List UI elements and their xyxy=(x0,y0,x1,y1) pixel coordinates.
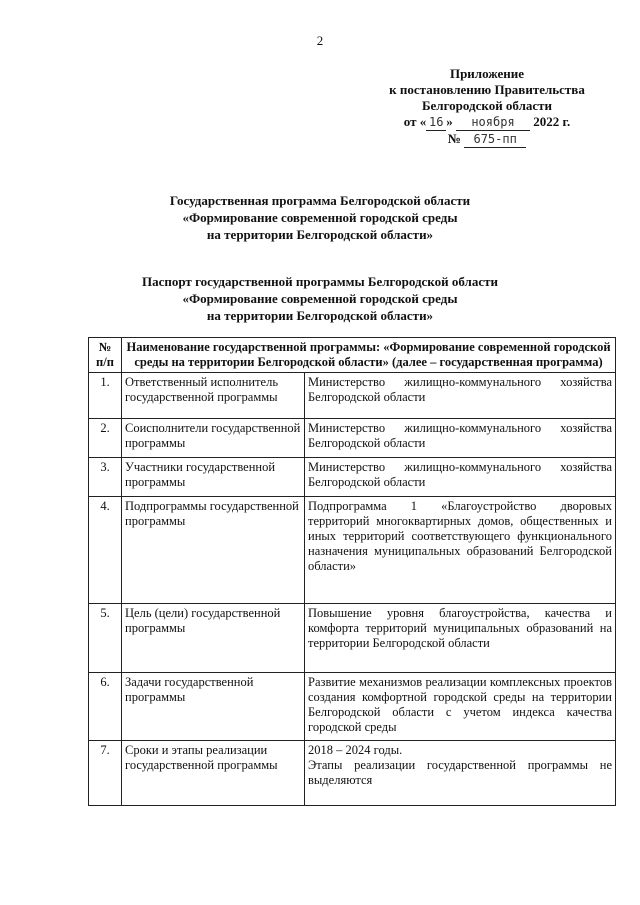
appendix-number-line xyxy=(372,131,602,148)
program-title xyxy=(0,192,640,243)
row-number: 5. xyxy=(89,604,122,673)
table-header-row xyxy=(89,338,616,373)
appendix-header xyxy=(372,66,602,148)
number-sign: № xyxy=(447,131,461,146)
header-program-name-cell: Наименование государственной программы: «Формирование современной городской среды на территории Белгородской области» (далее – государственная программа) xyxy=(122,338,616,373)
passport-table xyxy=(88,337,616,806)
appendix-resolution-line: к постановлению Правительства xyxy=(389,82,585,97)
table-row xyxy=(89,458,616,497)
table-row xyxy=(89,604,616,673)
header-number-cell: № п/п xyxy=(89,338,122,373)
row-label: Сроки и этапы реализации государственной программы xyxy=(122,741,305,806)
date-day: 16 xyxy=(426,114,446,131)
program-title-line1: Государственная программа Белгородской области xyxy=(169,193,471,208)
table-row xyxy=(89,741,616,806)
table-row xyxy=(89,673,616,741)
passport-title xyxy=(0,273,640,324)
row-number: 7. xyxy=(89,741,122,806)
date-month: ноября xyxy=(456,114,530,131)
row-label: Цель (цели) государственной программы xyxy=(122,604,305,673)
date-prefix: от « xyxy=(403,114,427,129)
row-label: Участники государственной программы xyxy=(122,458,305,497)
row-number: 4. xyxy=(89,497,122,604)
appendix-region-line: Белгородской области xyxy=(421,98,553,113)
appendix-title: Приложение xyxy=(449,66,525,81)
table-row xyxy=(89,419,616,458)
row-value-line2: Этапы реализации государственной программы не выделяются xyxy=(308,758,612,787)
appendix-date-line xyxy=(372,114,602,131)
resolution-number: 675-пп xyxy=(464,131,526,148)
passport-title-line3: на территории Белгородской области» xyxy=(206,308,434,323)
row-value-line1: 2018 – 2024 годы. xyxy=(308,743,403,757)
row-value xyxy=(305,741,616,806)
program-title-line2: «Формирование современной городской среды xyxy=(182,210,458,225)
passport-title-line2: «Формирование современной городской среды xyxy=(182,291,458,306)
row-value: Министерство жилищно-коммунального хозяйства Белгородской области xyxy=(305,373,616,419)
date-mid: » xyxy=(446,114,453,129)
page-number: 2 xyxy=(316,33,324,48)
row-label: Подпрограммы государственной программы xyxy=(122,497,305,604)
row-number: 6. xyxy=(89,673,122,741)
row-number: 2. xyxy=(89,419,122,458)
row-label: Ответственный исполнитель государственной программы xyxy=(122,373,305,419)
date-year: 2022 г. xyxy=(533,114,571,129)
row-value: Подпрограмма 1 «Благоустройство дворовых территорий многоквартирных домов, общественных и иных территорий соответствующего функционального назначения муниципальных образований Белгородской области» xyxy=(305,497,616,604)
row-value: Повышение уровня благоустройства, качества и комфорта территорий муниципальных образований на территории Белгородской области xyxy=(305,604,616,673)
program-title-line3: на территории Белгородской области» xyxy=(206,227,434,242)
row-label: Соисполнители государственной программы xyxy=(122,419,305,458)
row-value: Министерство жилищно-коммунального хозяйства Белгородской области xyxy=(305,458,616,497)
table-row xyxy=(89,373,616,419)
row-value: Развитие механизмов реализации комплексных проектов создания комфортной городской среды на территории Белгородской области с учетом индекса качества городской среды xyxy=(305,673,616,741)
row-label: Задачи государственной программы xyxy=(122,673,305,741)
table-row xyxy=(89,497,616,604)
row-number: 3. xyxy=(89,458,122,497)
row-number: 1. xyxy=(89,373,122,419)
passport-title-line1: Паспорт государственной программы Белгородской области xyxy=(142,274,498,289)
row-value: Министерство жилищно-коммунального хозяйства Белгородской области xyxy=(305,419,616,458)
